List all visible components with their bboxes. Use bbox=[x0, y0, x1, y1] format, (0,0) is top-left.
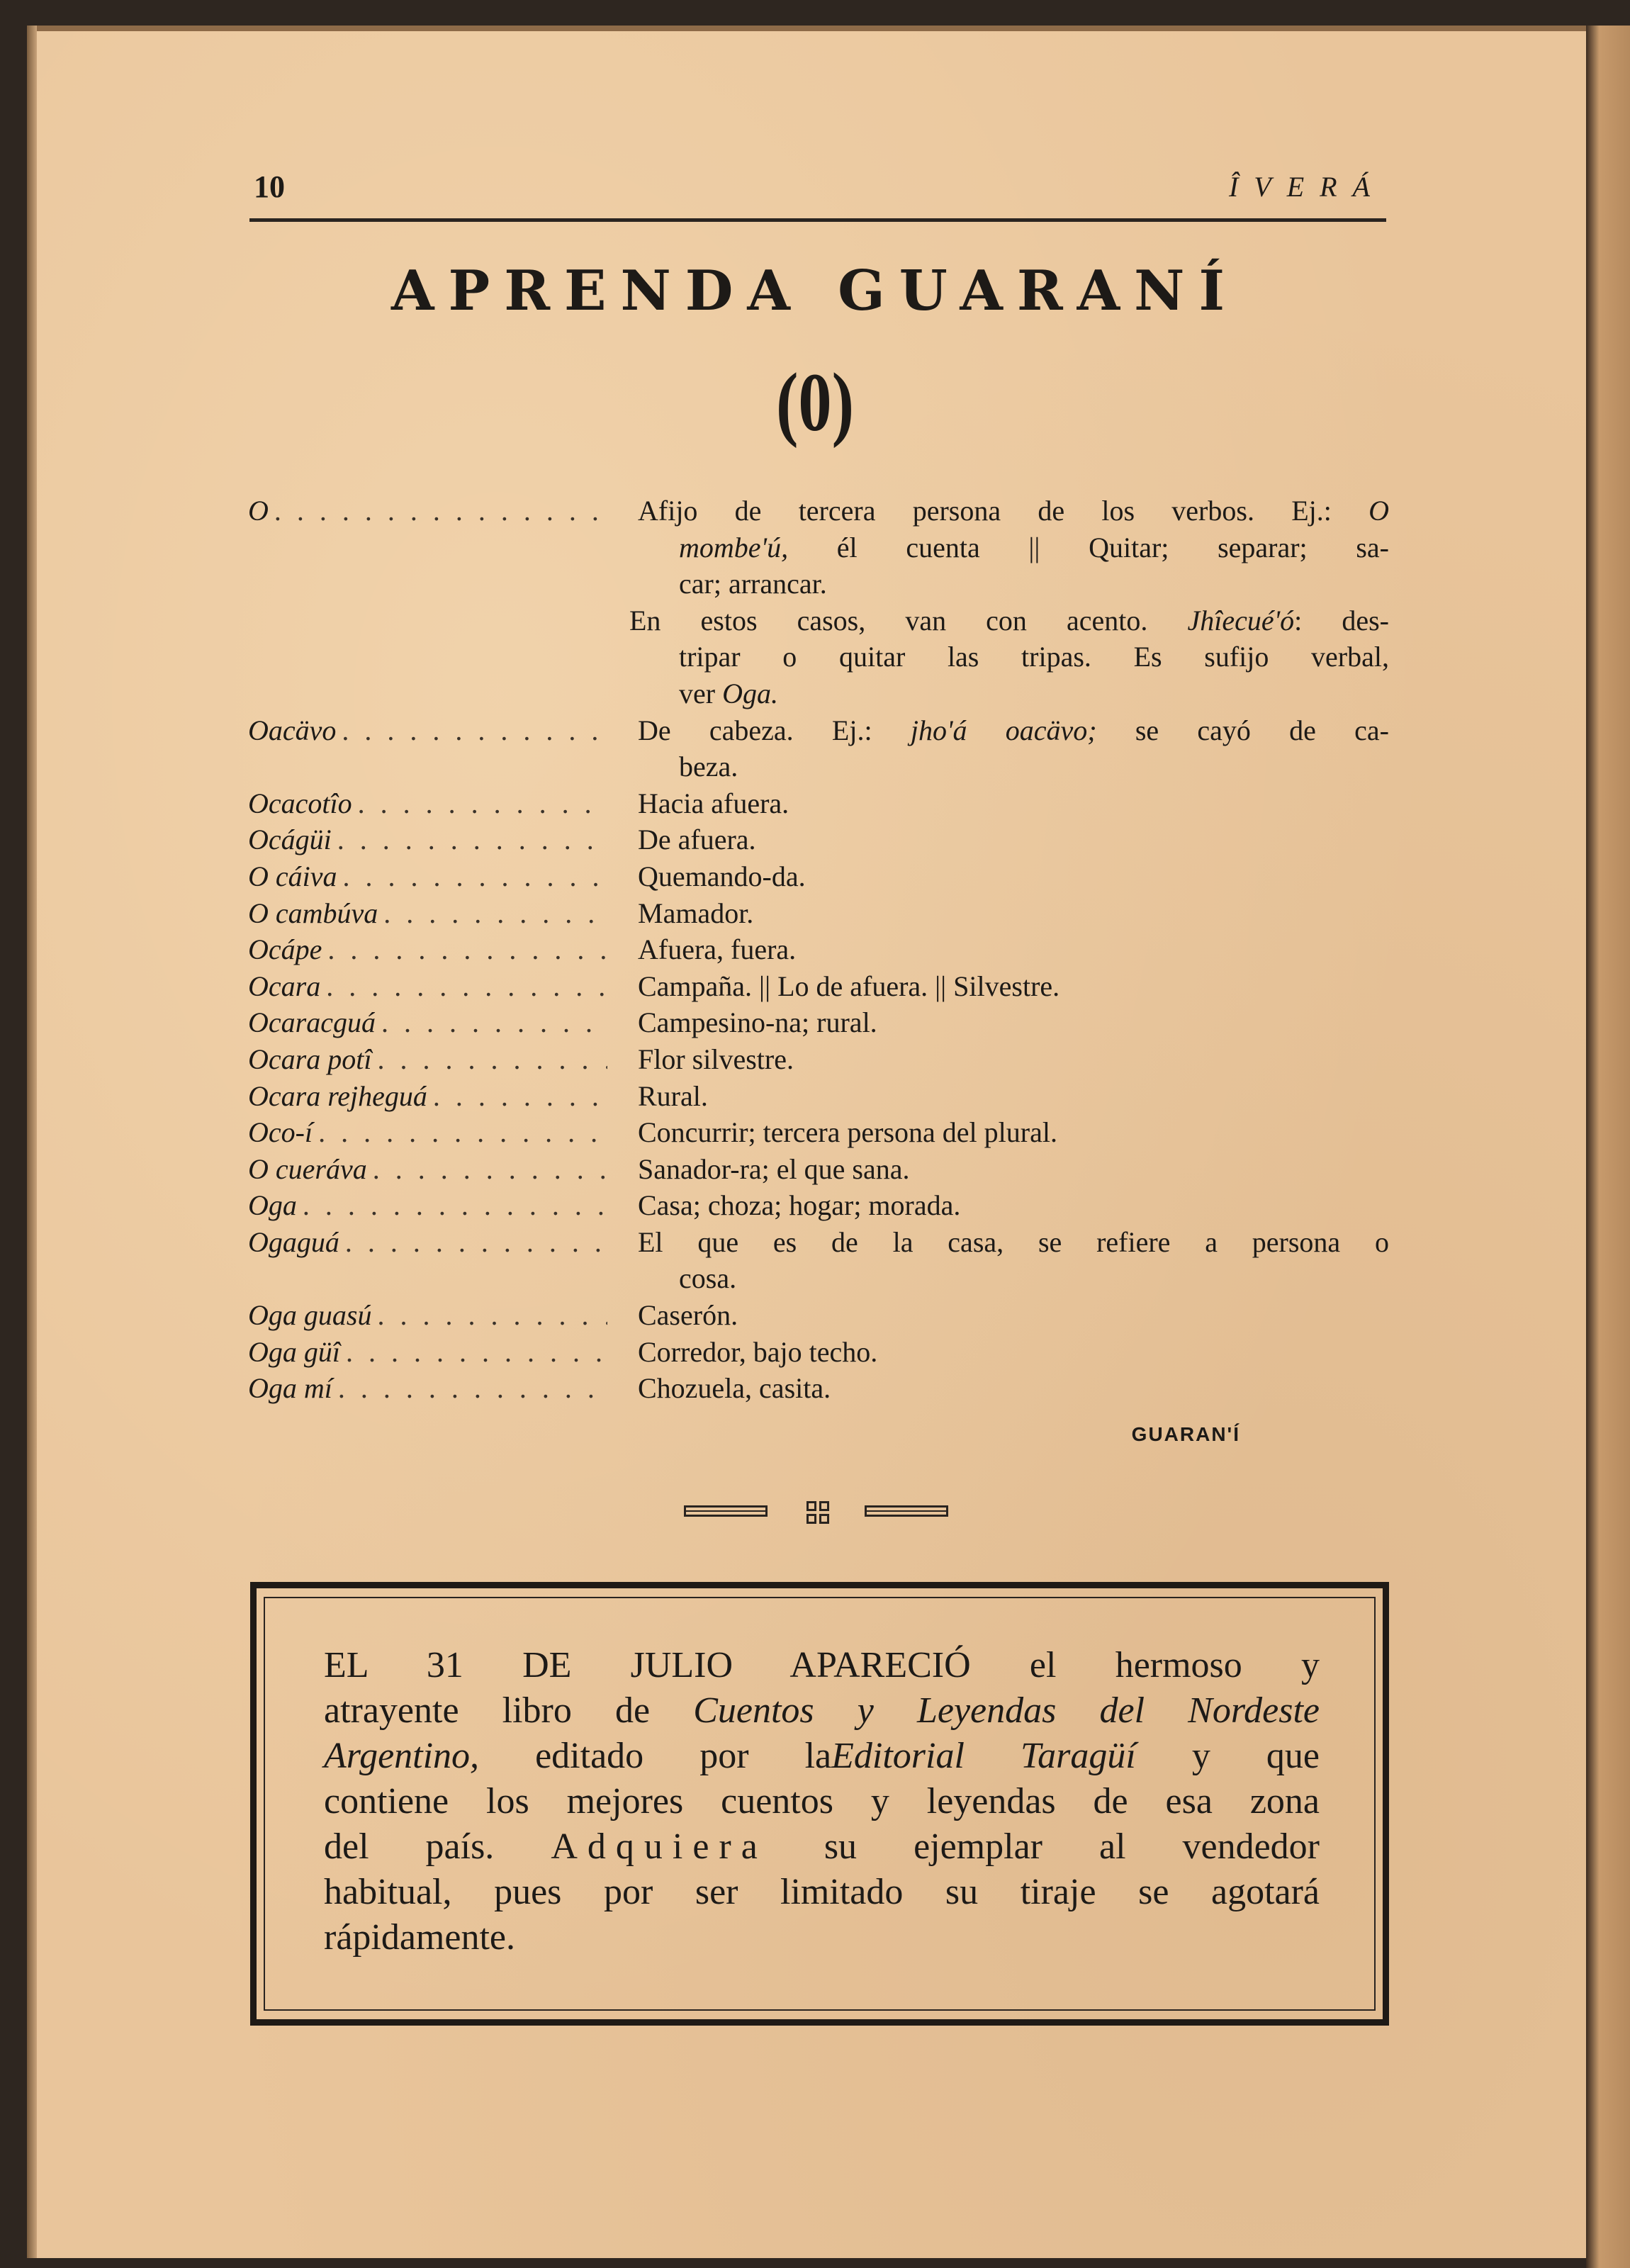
entry-definition bbox=[638, 1151, 1389, 1188]
entry-line bbox=[248, 1114, 1389, 1151]
glossary-entry bbox=[248, 1004, 1389, 1041]
entry-line bbox=[248, 1297, 1389, 1334]
entry-definition bbox=[679, 529, 1389, 566]
text-segment: De afuera. bbox=[638, 824, 756, 856]
dot-leader bbox=[303, 1187, 607, 1224]
entry-term bbox=[248, 821, 613, 858]
entry-definition bbox=[638, 1224, 1389, 1261]
dot-leader bbox=[338, 1370, 607, 1407]
term-text: O cáiva bbox=[248, 860, 337, 892]
text-segment: En estos casos, van con acento. bbox=[629, 604, 1188, 636]
glossary-entry bbox=[248, 1187, 1389, 1224]
entry-line bbox=[248, 785, 1389, 822]
text-segment: atrayente libro de bbox=[324, 1690, 694, 1731]
entry-line bbox=[248, 895, 1389, 932]
advertisement-line bbox=[324, 1824, 1320, 1870]
dot-leader bbox=[346, 1334, 607, 1371]
italic-text: Jhîecué'ó bbox=[1187, 604, 1295, 636]
ornament-bar-right bbox=[865, 1505, 948, 1517]
text-segment: Caserón. bbox=[638, 1299, 738, 1332]
entry-term bbox=[248, 858, 613, 895]
term-text: Ocápe bbox=[248, 933, 322, 966]
entry-definition bbox=[638, 1041, 1389, 1078]
text-segment: Mamador. bbox=[638, 897, 754, 929]
entry-line bbox=[248, 639, 1389, 675]
entry-definition bbox=[638, 895, 1389, 932]
entry-term bbox=[248, 1187, 613, 1224]
ornament-square bbox=[806, 1501, 816, 1511]
dot-leader bbox=[327, 931, 607, 968]
entry-line bbox=[248, 1078, 1389, 1115]
advertisement-line bbox=[324, 1915, 1320, 1960]
entry-definition bbox=[638, 1370, 1389, 1407]
dot-leader bbox=[381, 1004, 607, 1041]
running-head: ÎVERÁ bbox=[1228, 171, 1386, 203]
author-credit: GUARAN'Í bbox=[1131, 1423, 1240, 1445]
entry-definition bbox=[679, 748, 1389, 785]
text-segment: habitual, pues por ser limitado su tiraje se agotará bbox=[324, 1872, 1320, 1912]
entry-line bbox=[248, 712, 1389, 749]
ornament-square bbox=[806, 1514, 816, 1524]
entry-line bbox=[248, 1260, 1389, 1297]
term-text: Oga guasú bbox=[248, 1299, 372, 1332]
term-text: Oga bbox=[248, 1189, 297, 1222]
entry-term bbox=[248, 1114, 613, 1151]
header-rule bbox=[249, 218, 1386, 222]
text-segment: rápidamente. bbox=[324, 1917, 515, 1958]
glossary-entry bbox=[248, 493, 1389, 602]
entry-line bbox=[248, 675, 1389, 712]
page-number: 10 bbox=[254, 169, 285, 204]
entry-line bbox=[248, 1004, 1389, 1041]
advertisement-text bbox=[324, 1643, 1320, 1960]
text-segment: Chozuela, casita. bbox=[638, 1372, 831, 1405]
glossary-entry bbox=[248, 895, 1389, 932]
term-text: Ocara potî bbox=[248, 1043, 372, 1075]
text-segment: cosa. bbox=[679, 1262, 737, 1295]
entry-line bbox=[248, 1224, 1389, 1261]
text-segment: Afuera, fuera. bbox=[638, 933, 797, 966]
text-segment: Flor silvestre. bbox=[638, 1043, 794, 1075]
italic-text: jho'á oacävo; bbox=[910, 714, 1097, 746]
advertisement-line bbox=[324, 1734, 1320, 1779]
dot-leader bbox=[358, 785, 607, 822]
ornament-bar-left bbox=[684, 1505, 768, 1517]
term-text: Ocara rejheguá bbox=[248, 1079, 427, 1112]
page-edge-right bbox=[1586, 26, 1630, 2268]
entry-term bbox=[248, 712, 613, 749]
text-segment: Campaña. || Lo de afuera. || Silvestre. bbox=[638, 970, 1060, 1002]
advertisement-line bbox=[324, 1643, 1320, 1688]
dot-leader bbox=[383, 895, 607, 932]
text-segment: EL 31 DE JULIO APARECIÓ bbox=[324, 1645, 971, 1685]
italic-text: Argentino, bbox=[324, 1736, 480, 1776]
entry-definition bbox=[679, 675, 1389, 712]
glossary-entry bbox=[248, 785, 1389, 822]
italic-text: Editorial Taragüí bbox=[831, 1736, 1136, 1776]
dot-leader bbox=[345, 1224, 607, 1261]
dot-leader bbox=[377, 1041, 607, 1078]
entry-line bbox=[248, 858, 1389, 895]
ornament-square bbox=[819, 1501, 829, 1511]
glossary-note bbox=[248, 602, 1389, 712]
entry-term bbox=[248, 968, 613, 1005]
glossary-entry bbox=[248, 968, 1389, 1005]
glossary-entry bbox=[248, 1078, 1389, 1115]
entry-term bbox=[248, 1370, 613, 1407]
entry-line bbox=[248, 1370, 1389, 1407]
glossary-list bbox=[248, 493, 1389, 1407]
entry-line bbox=[248, 931, 1389, 968]
entry-term bbox=[248, 931, 613, 968]
entry-definition bbox=[629, 602, 1389, 639]
glossary-entry bbox=[248, 821, 1389, 858]
entry-line bbox=[248, 1187, 1389, 1224]
glossary-entry bbox=[248, 712, 1389, 785]
entry-line bbox=[248, 602, 1389, 639]
dot-leader bbox=[274, 493, 607, 529]
entry-line bbox=[248, 748, 1389, 785]
text-segment: del país. bbox=[324, 1826, 551, 1867]
entry-line bbox=[248, 1151, 1389, 1188]
entry-term bbox=[248, 1334, 613, 1371]
term-text: Ocágüi bbox=[248, 824, 332, 856]
entry-term bbox=[248, 1078, 613, 1115]
term-text: Oacävo bbox=[248, 714, 337, 746]
entry-definition bbox=[638, 821, 1389, 858]
glossary-entry bbox=[248, 1297, 1389, 1334]
text-segment: car; arrancar. bbox=[679, 568, 827, 600]
entry-line bbox=[248, 493, 1389, 529]
entry-line bbox=[248, 1334, 1389, 1371]
entry-line bbox=[248, 529, 1389, 566]
dot-leader bbox=[433, 1078, 607, 1115]
ornament-square bbox=[819, 1514, 829, 1524]
entry-term bbox=[248, 1041, 613, 1078]
entry-definition bbox=[638, 968, 1389, 1005]
entry-definition bbox=[638, 1078, 1389, 1115]
text-segment: El que es de la casa, se refiere a persona o bbox=[638, 1225, 1389, 1258]
entry-definition bbox=[638, 1114, 1389, 1151]
dot-leader bbox=[343, 858, 607, 895]
dot-leader bbox=[377, 1297, 607, 1334]
italic-text: Cuentos y Leyendas del Nordeste bbox=[693, 1690, 1320, 1731]
entry-line bbox=[248, 566, 1389, 602]
glossary-entry bbox=[248, 1041, 1389, 1078]
entry-definition bbox=[638, 785, 1389, 822]
term-text: Ocara bbox=[248, 970, 321, 1002]
text-segment: Hacia afuera. bbox=[638, 787, 789, 819]
text-segment: : des- bbox=[1294, 604, 1389, 636]
entry-definition bbox=[638, 1004, 1389, 1041]
term-text: Oga güî bbox=[248, 1335, 340, 1368]
glossary-entry bbox=[248, 1370, 1389, 1407]
dot-leader bbox=[342, 712, 607, 749]
text-segment: contiene los mejores cuentos y leyendas de esa zona bbox=[324, 1781, 1320, 1821]
text-segment: Corredor, bajo techo. bbox=[638, 1335, 878, 1368]
entry-line bbox=[248, 1041, 1389, 1078]
term-text: Oco-í bbox=[248, 1116, 313, 1149]
italic-text: Oga. bbox=[722, 677, 778, 709]
entry-term bbox=[248, 895, 613, 932]
term-text: O cueráva bbox=[248, 1152, 367, 1185]
entry-definition bbox=[679, 639, 1389, 675]
text-segment: De cabeza. Ej.: bbox=[638, 714, 911, 746]
text-segment: ver bbox=[679, 677, 723, 709]
glossary-entry bbox=[248, 1114, 1389, 1151]
italic-text: mombe'ú, bbox=[679, 531, 789, 563]
entry-definition bbox=[679, 1260, 1389, 1297]
text-segment: Concurrir; tercera persona del plural. bbox=[638, 1116, 1057, 1149]
glossary-entry bbox=[248, 1224, 1389, 1297]
term-text: Oga mí bbox=[248, 1372, 332, 1405]
dot-leader bbox=[318, 1114, 607, 1151]
term-text: O bbox=[248, 495, 269, 527]
text-segment: editado por la bbox=[479, 1736, 832, 1776]
entry-term bbox=[248, 785, 613, 822]
glossary-entry bbox=[248, 931, 1389, 968]
glossary-entry bbox=[248, 1334, 1389, 1371]
dot-leader bbox=[326, 968, 607, 1005]
text-segment: Casa; choza; hogar; morada. bbox=[638, 1189, 961, 1222]
entry-definition bbox=[638, 1297, 1389, 1334]
text-segment: Campesino-na; rural. bbox=[638, 1006, 877, 1039]
entry-definition bbox=[638, 712, 1389, 749]
term-text: Ocaracguá bbox=[248, 1006, 376, 1039]
entry-definition bbox=[679, 566, 1389, 602]
advertisement-line bbox=[324, 1688, 1320, 1734]
text-segment: su ejemplar al vendedor bbox=[767, 1826, 1320, 1867]
page-edge-top bbox=[27, 26, 1593, 31]
term-text: Ocacotîo bbox=[248, 787, 352, 819]
text-segment: y que bbox=[1135, 1736, 1320, 1776]
text-segment: Quemando-da. bbox=[638, 860, 806, 892]
entry-line bbox=[248, 821, 1389, 858]
glossary-entry bbox=[248, 1151, 1389, 1188]
entry-definition bbox=[638, 1334, 1389, 1371]
article-subtitle: (0) bbox=[775, 356, 855, 449]
text-segment: Afijo de tercera persona de los verbos. Ej.: bbox=[638, 495, 1369, 527]
text-segment: Sanador-ra; el que sana. bbox=[638, 1152, 910, 1185]
entry-line bbox=[248, 968, 1389, 1005]
ornament-divider bbox=[684, 1501, 953, 1524]
glossary-entry bbox=[248, 858, 1389, 895]
text-segment: se cayó de ca- bbox=[1096, 714, 1389, 746]
entry-term bbox=[248, 493, 613, 529]
term-text: Ogaguá bbox=[248, 1225, 339, 1258]
text-segment: Adquiera bbox=[551, 1826, 768, 1867]
text-segment: Rural. bbox=[638, 1079, 708, 1112]
term-text: O cambúva bbox=[248, 897, 378, 929]
advertisement-line bbox=[324, 1779, 1320, 1824]
dot-leader bbox=[337, 821, 607, 858]
dot-leader bbox=[373, 1151, 607, 1188]
entry-term bbox=[248, 1151, 613, 1188]
text-segment: beza. bbox=[679, 751, 738, 783]
page-edge-left bbox=[27, 26, 37, 2258]
entry-term bbox=[248, 1224, 613, 1261]
italic-text: O bbox=[1368, 495, 1389, 527]
entry-term bbox=[248, 1004, 613, 1041]
entry-term bbox=[248, 1297, 613, 1334]
entry-definition bbox=[638, 931, 1389, 968]
text-segment: él cuenta || Quitar; separar; sa- bbox=[788, 531, 1389, 563]
article-title: APRENDA GUARANÍ bbox=[391, 259, 1239, 323]
text-segment: el hermoso y bbox=[970, 1645, 1320, 1685]
entry-definition bbox=[638, 1187, 1389, 1224]
entry-definition bbox=[638, 858, 1389, 895]
entry-definition bbox=[638, 493, 1389, 529]
text-segment: tripar o quitar las tripas. Es sufijo verbal, bbox=[679, 641, 1389, 673]
advertisement-line bbox=[324, 1870, 1320, 1915]
